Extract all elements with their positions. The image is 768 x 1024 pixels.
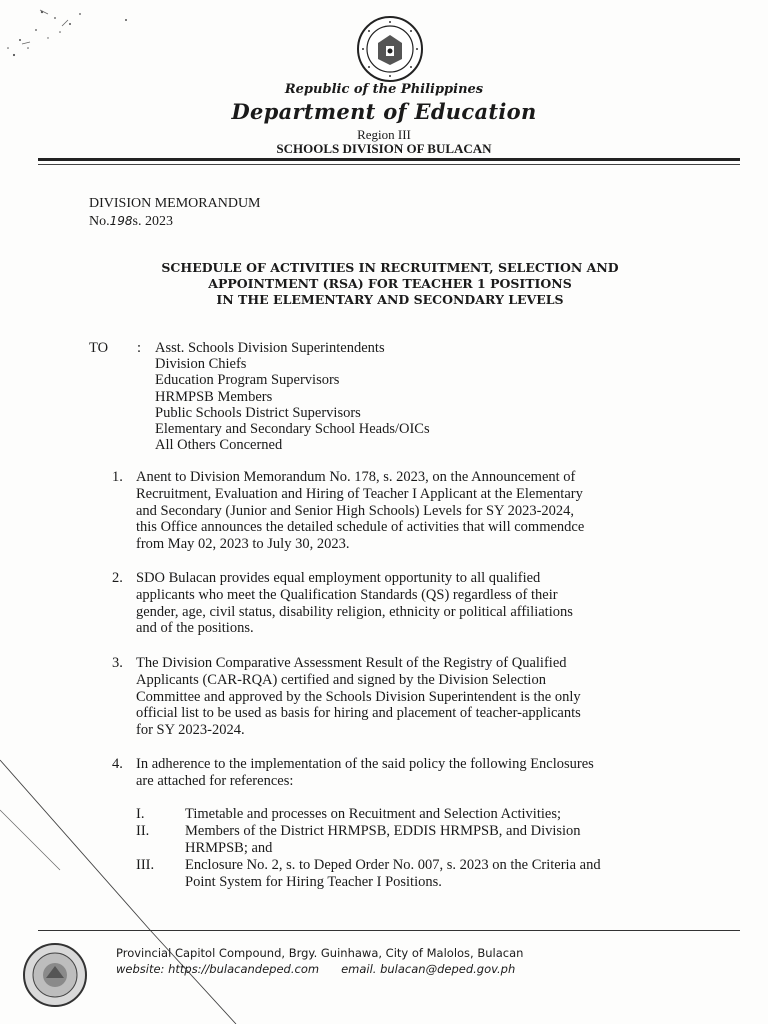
footer-contact bbox=[116, 962, 537, 976]
to-colon: : bbox=[137, 340, 142, 356]
paragraph-line: SDO Bulacan provides equal employment opportunity to all qualified bbox=[136, 570, 541, 586]
recipient-item: Division Chiefs bbox=[155, 356, 247, 373]
paragraph-line: gender, age, civil status, disability religion, ethnicity or political affiliations bbox=[136, 603, 573, 620]
recipient-list bbox=[155, 340, 430, 453]
paragraph-line: Applicants (CAR-RQA) certified and signed by the Division Selection bbox=[136, 671, 546, 688]
paragraph-text bbox=[136, 570, 692, 637]
recipient-item: Education Program Supervisors bbox=[155, 372, 340, 389]
paragraph-number: 1. bbox=[112, 469, 123, 485]
recipient-item: Asst. Schools Division Superintendents bbox=[155, 340, 385, 356]
enclosure-line: Members of the District HRMPSB, EDDIS HRMPSB, and Division bbox=[185, 823, 581, 839]
enclosure-number: I. bbox=[136, 806, 145, 822]
recipient-item: Elementary and Secondary School Heads/OICs bbox=[155, 421, 430, 438]
scan-speckle-artifact bbox=[0, 0, 140, 80]
paragraph-line: this Office announces the detailed schedule of activities that will commendce bbox=[136, 519, 585, 536]
enclosure-text bbox=[185, 823, 692, 857]
paragraph-line: for SY 2023-2024. bbox=[136, 722, 245, 739]
paragraph-line: The Division Comparative Assessment Result of the Registry of Qualified bbox=[136, 655, 567, 671]
paragraph-line: official list to be used as basis for hiring and placement of teacher-applicants bbox=[136, 705, 581, 722]
paragraph-line: and of the positions. bbox=[136, 620, 254, 637]
subject-line: APPOINTMENT (RSA) FOR TEACHER 1 POSITIONS bbox=[208, 276, 572, 291]
memo-number-prefix: No. bbox=[89, 214, 110, 229]
subject-line: SCHEDULE OF ACTIVITIES IN RECRUITMENT, SELECTION AND bbox=[161, 260, 619, 275]
to-label: TO bbox=[89, 340, 109, 356]
republic-heading: Republic of the Philippines bbox=[284, 82, 484, 97]
deped-seal-icon bbox=[356, 15, 424, 83]
enclosure-line: HRMPSB; and bbox=[185, 839, 273, 856]
paragraph-line: In adherence to the implementation of the said policy the following Enclosures bbox=[136, 756, 594, 772]
recipient-item: All Others Concerned bbox=[155, 437, 283, 454]
enclosure-line: Timetable and processes on Recuitment and Selection Activities; bbox=[185, 806, 561, 822]
paragraph-line: Anent to Division Memorandum No. 178, s. 2023, on the Announcement of bbox=[136, 469, 576, 485]
enclosure-line: Point System for Hiring Teacher I Positions. bbox=[185, 873, 442, 890]
paragraph-line: Recruitment, Evaluation and Hiring of Teacher I Applicant at the Elementary bbox=[136, 485, 583, 502]
enclosure-line: Enclosure No. 2, s. to Deped Order No. 007, s. 2023 on the Criteria and bbox=[185, 857, 601, 873]
footer-website-link[interactable]: website: https://bulacandeped.com bbox=[116, 962, 320, 976]
region-heading: Region III bbox=[357, 127, 411, 142]
paragraph-number: 4. bbox=[112, 756, 123, 772]
footer-email-link[interactable]: email. bulacan@deped.gov.ph bbox=[341, 962, 516, 976]
paragraph-line: are attached for references: bbox=[136, 772, 294, 789]
enclosure-text bbox=[185, 806, 692, 823]
recipient-item: HRMPSB Members bbox=[155, 388, 273, 405]
paragraph-line: Committee and approved by the Schools Division Superintendent is the only bbox=[136, 688, 581, 705]
recipient-item: Public Schools District Supervisors bbox=[155, 404, 361, 421]
paragraph-line: from May 02, 2023 to July 30, 2023. bbox=[136, 536, 350, 553]
division-heading: SCHOOLS DIVISION OF BULACAN bbox=[276, 141, 492, 156]
enclosure-number: II. bbox=[136, 823, 150, 839]
paragraph-line: applicants who meet the Qualification Standards (QS) regardless of their bbox=[136, 586, 558, 603]
enclosure-text bbox=[185, 857, 692, 891]
paragraph-text bbox=[136, 469, 692, 553]
bulacan-division-seal-icon bbox=[22, 942, 88, 1008]
header-rule-thin bbox=[38, 164, 740, 165]
memo-number-suffix: s. 2023 bbox=[132, 214, 173, 229]
paragraph-number: 3. bbox=[112, 655, 123, 671]
paragraph-text bbox=[136, 655, 692, 739]
memo-type-label: DIVISION MEMORANDUM bbox=[89, 196, 261, 211]
enclosure-number: III. bbox=[136, 857, 155, 873]
department-heading: Department of Education bbox=[231, 99, 537, 124]
footer-address: Provincial Capitol Compound, Brgy. Guinhawa, City of Malolos, Bulacan bbox=[116, 946, 524, 960]
paragraph-line: and Secondary (Junior and Senior High Schools) Levels for SY 2023-2024, bbox=[136, 502, 575, 519]
memo-number bbox=[89, 214, 173, 230]
memo-subject bbox=[100, 260, 680, 308]
header-rule-thick bbox=[38, 158, 740, 161]
memo-number-handwritten: 198 bbox=[109, 214, 133, 228]
paragraph-text bbox=[136, 756, 692, 790]
paragraph-number: 2. bbox=[112, 570, 123, 586]
subject-line: IN THE ELEMENTARY AND SECONDARY LEVELS bbox=[216, 292, 564, 307]
footer-rule bbox=[38, 930, 740, 931]
